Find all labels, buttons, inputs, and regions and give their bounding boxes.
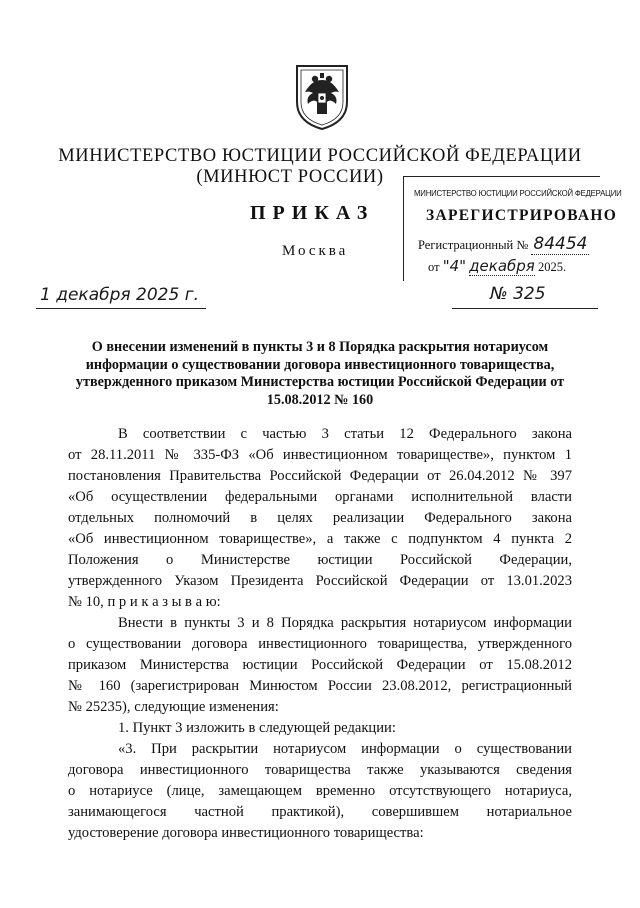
stamp-number-label: Регистрационный № xyxy=(418,238,529,252)
stamp-org: МИНИСТЕРСТВО ЮСТИЦИИ РОССИЙСКОЙ ФЕДЕРАЦИИ xyxy=(414,189,622,198)
body-line: № 25235), следующие изменения: xyxy=(68,699,279,715)
signing-date-underline xyxy=(36,308,206,309)
city: Москва xyxy=(282,243,349,259)
body-line: 1. Пункт 3 изложить в следующей редакции: xyxy=(118,720,396,736)
stamp-date-year: 2025. xyxy=(537,260,567,274)
order-number-underline xyxy=(452,308,598,309)
stamp-number-row xyxy=(418,234,589,254)
stamp-registered: ЗАРЕГИСТРИРОВАНО xyxy=(426,207,618,224)
body-line: № 10, п р и к а з ы в а ю: xyxy=(68,594,221,610)
body-line: Положения о Министерстве юстиции Российской Федерации, xyxy=(68,552,572,568)
body-line: «3. При раскрытии нотариусом информации о существовании xyxy=(118,741,572,757)
body-line: постановления Правительства Российской Федерации от 26.04.2012 № 397 xyxy=(68,468,572,484)
body-line: занимающегося частной практикой), совершившем нотариальное xyxy=(68,804,572,820)
ministry-name: МИНИСТЕРСТВО ЮСТИЦИИ РОССИЙСКОЙ ФЕДЕРАЦИИ xyxy=(58,146,582,166)
body-line: «Об инвестиционном товариществе», а также с подпунктом 4 пункта 2 xyxy=(68,531,572,547)
body-line: договора инвестиционного товарищества также указываются сведения xyxy=(68,762,572,778)
body-line: от 28.11.2011 № 335-ФЗ «Об инвестиционном товариществе», пунктом 1 xyxy=(68,447,572,463)
body-line: «Об осуществлении федеральными органами исполнительной власти xyxy=(68,489,572,505)
body-line: В соответствии с частью 3 статьи 12 Федерального закона xyxy=(118,426,572,442)
stamp-number: 84454 xyxy=(533,234,588,254)
document-heading: О внесении изменений в пункты 3 и 8 Порядка раскрытия нотариусом информации о существовании договора инвестиционного товарищества, утвержденного приказом Министерства юстиции Российской Федерации от 15.08.2012 № 160 xyxy=(75,339,565,408)
stamp-date-day: "4" xyxy=(442,257,467,275)
order-number: № 325 xyxy=(490,284,546,304)
body-line: утвержденного Указом Президента Российской Федерации от 13.01.2023 xyxy=(68,573,572,589)
ministry-short-name: (МИНЮСТ РОССИИ) xyxy=(196,167,384,187)
body-line: № 160 (зарегистрирован Минюстом России 23.08.2012, регистрационный xyxy=(68,678,572,694)
stamp-date-row xyxy=(428,257,566,275)
document-type: ПРИКАЗ xyxy=(250,202,375,224)
signing-date: 1 декабря 2025 г. xyxy=(40,285,200,305)
body-line: приказом Министерства юстиции Российской Федерации от 15.08.2012 xyxy=(68,657,572,673)
body-line: удостоверение договора инвестиционного товарищества: xyxy=(68,825,424,841)
body-line: отдельных полномочий в целях реализации Федерального закона xyxy=(68,510,572,526)
body-line: Внести в пункты 3 и 8 Порядка раскрытия нотариусом информации xyxy=(118,615,572,631)
body-line: о нотариусе (лице, замещающем временно отсутствующего нотариуса, xyxy=(68,783,572,799)
stamp-date-prefix: от xyxy=(428,260,440,274)
registration-stamp xyxy=(403,176,622,281)
coat-of-arms-icon xyxy=(293,62,351,132)
stamp-date-month: декабря xyxy=(469,257,535,275)
body-line: о существовании договора инвестиционного товарищества, утвержденного xyxy=(68,636,572,652)
